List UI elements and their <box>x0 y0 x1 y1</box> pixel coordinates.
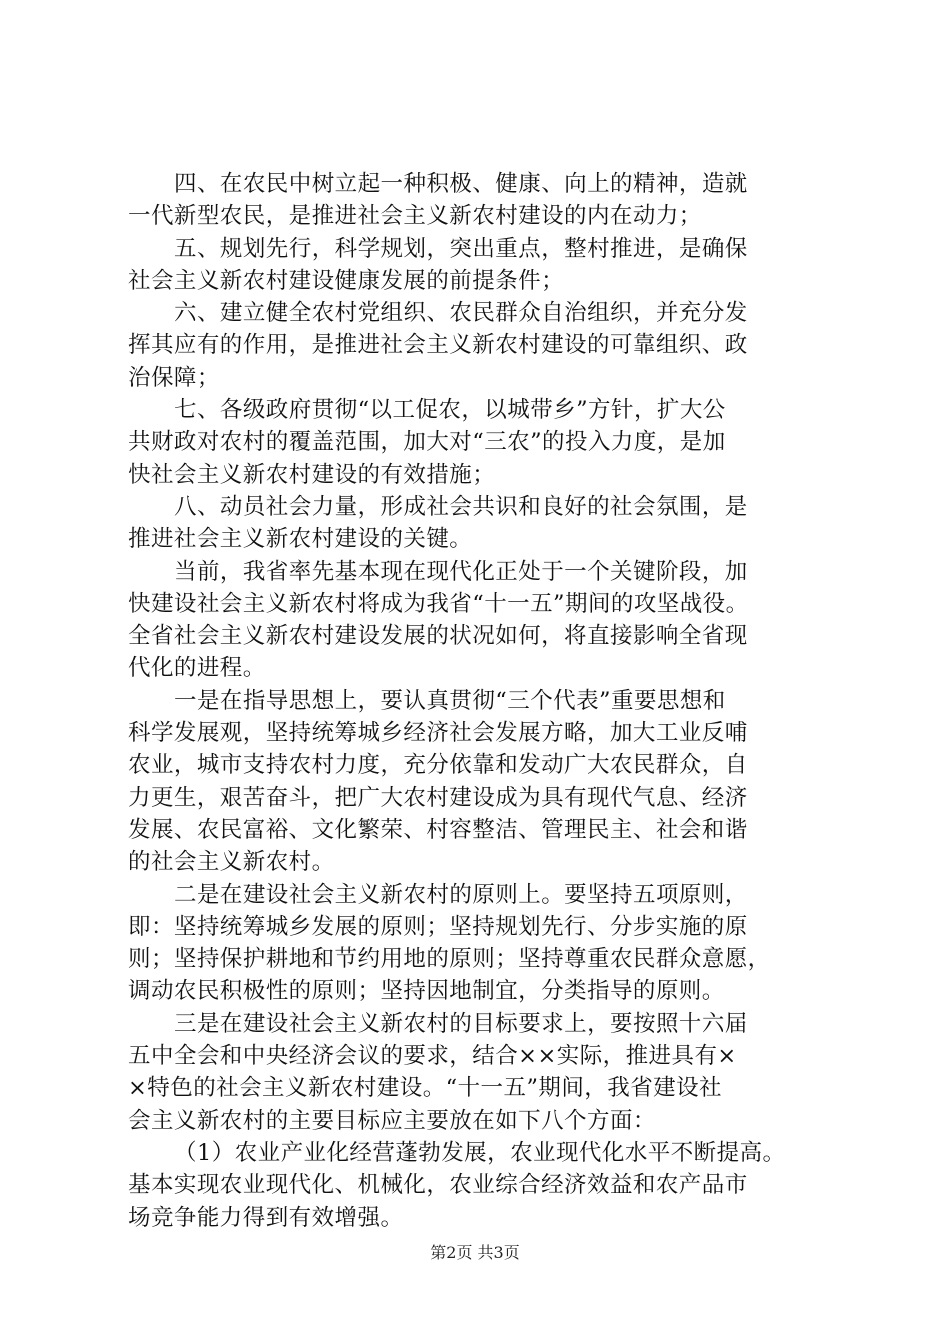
text-line: 农业，城市支持农村力度，充分依靠和发动广大农民群众，自 <box>128 752 748 779</box>
text-line: 一代新型农民，是推进社会主义新农村建设的内在动力； <box>128 203 702 230</box>
page-footer: 第2页 共3页 <box>430 1243 520 1262</box>
text-line: 二是在建设社会主义新农村的原则上。要坚持五项原则， <box>174 881 748 908</box>
text-line: 五、规划先行，科学规划，突出重点，整村推进，是确保 <box>174 235 748 262</box>
text-line: 全省社会主义新农村建设发展的状况如何，将直接影响全省现 <box>128 623 748 650</box>
text-line: 调动农民积极性的原则；坚持因地制宜，分类指导的原则。 <box>128 978 725 1005</box>
text-line: （1）农业产业化经营蓬勃发展，农业现代化水平不断提高。 <box>174 1139 786 1166</box>
document-body <box>128 168 838 1234</box>
text-line: 六、建立健全农村党组织、农民群众自治组织，并充分发 <box>174 300 748 327</box>
text-line: 发展、农民富裕、文化繁荣、村容整洁、管理民主、社会和谐 <box>128 816 748 843</box>
text-line: 科学发展观，坚持统筹城乡经济社会发展方略，加大工业反哺 <box>128 720 748 747</box>
text-line: 力更生，艰苦奋斗，把广大农村建设成为具有现代气息、经济 <box>128 784 748 811</box>
text-line: 推进社会主义新农村建设的关键。 <box>128 526 473 553</box>
text-line: 七、各级政府贯彻“以工促农，以城带乡”方针，扩大公 <box>174 397 726 424</box>
text-line: 快社会主义新农村建设的有效措施； <box>128 461 496 488</box>
text-line: 社会主义新农村建设健康发展的前提条件； <box>128 267 565 294</box>
text-line: 五中全会和中央经济会议的要求，结合××实际，推进具有× <box>128 1043 737 1070</box>
text-line: 会主义新农村的主要目标应主要放在如下八个方面： <box>128 1107 656 1134</box>
text-line: 治保障； <box>128 364 220 391</box>
text-line: 场竞争能力得到有效增强。 <box>128 1204 404 1231</box>
text-line: 快建设社会主义新农村将成为我省“十一五”期间的攻坚战役。 <box>128 590 749 617</box>
text-line: 挥其应有的作用，是推进社会主义新农村建设的可靠组织、政 <box>128 332 748 359</box>
text-line: 四、在农民中树立起一种积极、健康、向上的精神，造就 <box>174 171 748 197</box>
text-line: 一是在指导思想上，要认真贯彻“三个代表”重要思想和 <box>174 687 726 714</box>
text-line: 当前，我省率先基本现在现代化正处于一个关键阶段，加 <box>174 558 748 585</box>
text-line: 八、动员社会力量，形成社会共识和良好的社会氛围，是 <box>174 493 748 520</box>
text-line: 三是在建设社会主义新农村的目标要求上，要按照十六届 <box>174 1010 748 1037</box>
text-line: 的社会主义新农村。 <box>128 849 335 876</box>
text-line: 则；坚持保护耕地和节约用地的原则；坚持尊重农民群众意愿， <box>128 946 771 973</box>
text-line: 即：坚持统筹城乡发展的原则；坚持规划先行、分步实施的原 <box>128 913 748 940</box>
text-line: 基本实现农业现代化、机械化，农业综合经济效益和农产品市 <box>128 1172 748 1199</box>
text-line: 共财政对农村的覆盖范围，加大对“三农”的投入力度，是加 <box>128 429 726 456</box>
text-line: 代化的进程。 <box>128 655 266 682</box>
text-line: ×特色的社会主义新农村建设。“十一五”期间，我省建设社 <box>128 1075 723 1102</box>
